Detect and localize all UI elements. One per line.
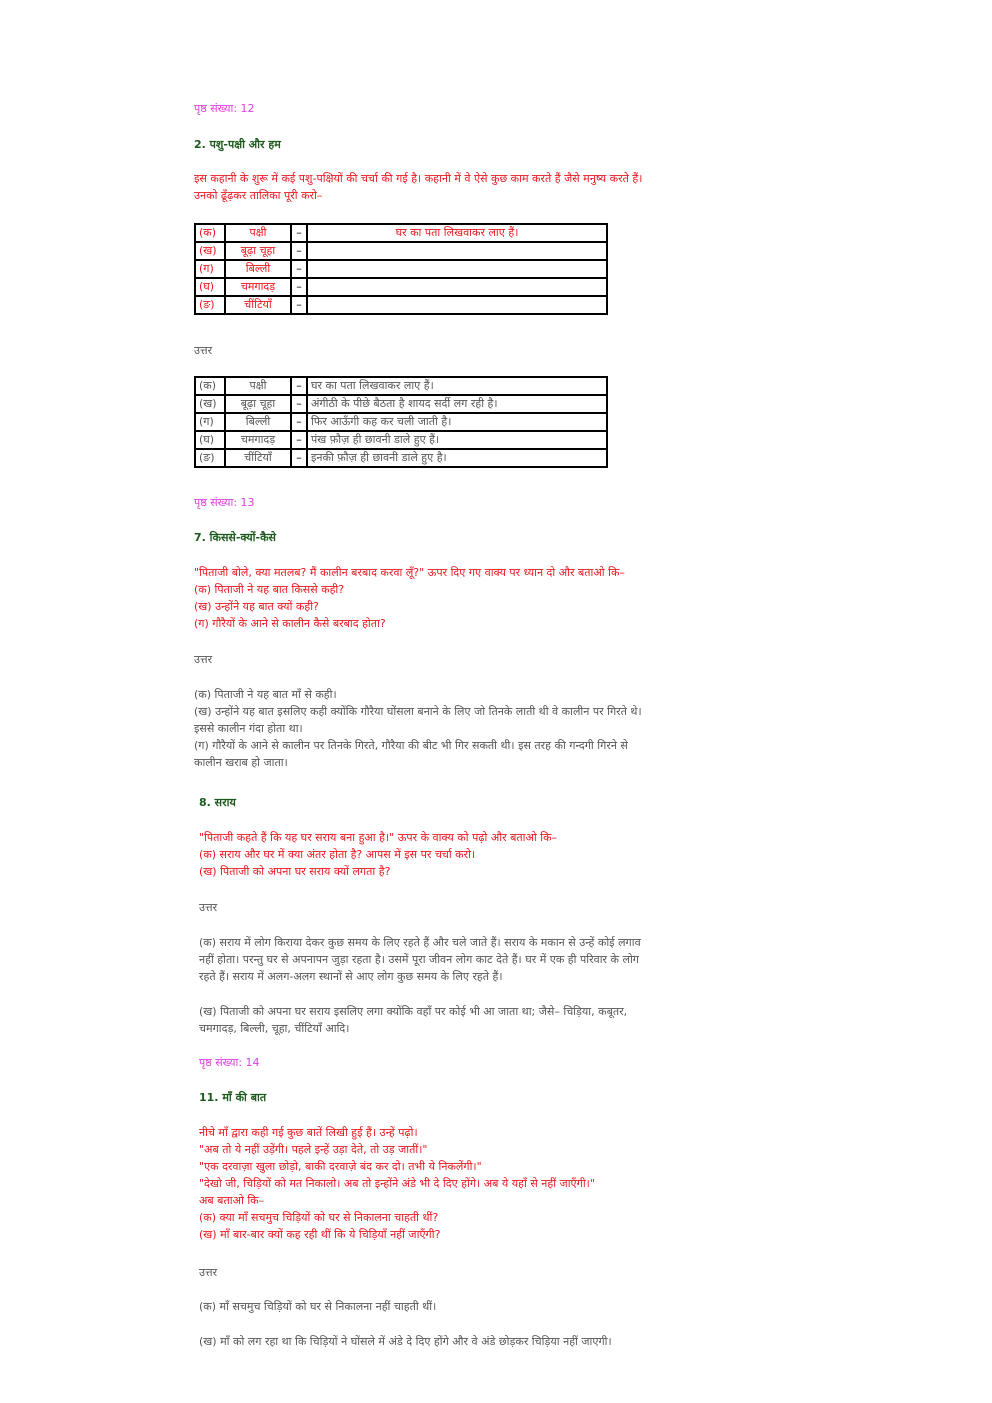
row-dash: – xyxy=(291,431,307,449)
row-dash: – xyxy=(291,260,307,278)
row-name: पक्षी xyxy=(225,377,291,395)
table-row xyxy=(195,449,607,467)
question-7-text xyxy=(194,564,625,632)
row-dash: – xyxy=(291,224,307,242)
row-text: पंख फ़ौज़ ही छावनी डाले हुए हैं। xyxy=(307,431,607,449)
question-line: "देखो जी, चिड़ियों को मत निकालो। अब तो इन्होंने अंडे भी दे दिए होंगे। अब ये यहाँ से नहीं जाएँगी।" xyxy=(199,1177,595,1190)
row-label: (ग) xyxy=(195,413,225,431)
row-dash: – xyxy=(291,296,307,314)
question-2-text xyxy=(194,170,642,204)
question-8-title: 8. सराय xyxy=(199,796,236,809)
table-row xyxy=(195,260,607,278)
answer-line: (ख) पिताजी को अपना घर सराय इसलिए लगा क्योंकि वहाँ पर कोई भी आ जाता था; जैसे– चिड़िया, कबूतर, xyxy=(199,1005,628,1018)
question-line: (ख) उन्होंने यह बात क्यों कही? xyxy=(194,600,319,613)
row-text: घर का पता लिखवाकर लाए हैं। xyxy=(307,224,607,242)
answer-label: उत्तर xyxy=(194,344,213,357)
row-text xyxy=(307,296,607,314)
row-dash: – xyxy=(291,242,307,260)
question-11-text xyxy=(199,1124,595,1243)
question-7-title: 7. किससे-क्यों-कैसे xyxy=(194,531,276,544)
row-name: बूढ़ा चूहा xyxy=(225,242,291,260)
answer-line: (क) पिताजी ने यह बात माँ से कही। xyxy=(194,688,337,701)
table-row xyxy=(195,395,607,413)
row-text: इनकी फ़ौज़ ही छावनी डाले हुए है। xyxy=(307,449,607,467)
row-name: चमगादड़ xyxy=(225,278,291,296)
question-line: नीचे माँ द्वारा कही गई कुछ बातें लिखी हुई हैं। उन्हें पढ़ो। xyxy=(199,1126,418,1139)
row-label: (ख) xyxy=(195,395,225,413)
question-line: (ग) गौरैयों के आने से कालीन कैसे बरबाद होता? xyxy=(194,617,386,630)
table-row xyxy=(195,242,607,260)
row-label: (ग) xyxy=(195,260,225,278)
question-2-table xyxy=(194,223,608,315)
answer-11-b: (ख) माँ को लग रहा था कि चिड़ियों ने घोंसले में अंडे दे दिए होंगे और वे अंडे छोड़कर चिड़िया नहीं जाएगी। xyxy=(199,1335,612,1348)
row-dash: – xyxy=(291,377,307,395)
row-name: बूढ़ा चूहा xyxy=(225,395,291,413)
row-label: (ङ) xyxy=(195,449,225,467)
row-name: बिल्ली xyxy=(225,260,291,278)
row-label: (ख) xyxy=(195,242,225,260)
table-row xyxy=(195,431,607,449)
question-11-title: 11. माँ की बात xyxy=(199,1091,267,1104)
question-line: (क) पिताजी ने यह बात किससे कही? xyxy=(194,583,345,596)
row-dash: – xyxy=(291,278,307,296)
question-line: उनको ढूँढ़कर तालिका पूरी करो– xyxy=(194,189,323,202)
question-line: "अब तो ये नहीं उड़ेंगी। पहले इन्हें उड़ा देते, तो उड़ जातीं।" xyxy=(199,1143,428,1156)
row-text: अंगीठी के पीछे बैठता है शायद सर्दी लग रही है। xyxy=(307,395,607,413)
question-line: (क) क्या माँ सचमुच चिड़ियों को घर से निकालना चाहती थीं? xyxy=(199,1211,439,1224)
question-8-text xyxy=(199,829,557,880)
row-text xyxy=(307,242,607,260)
answer-line: चमगादड़, बिल्ली, चूहा, चींटियाँ आदि। xyxy=(199,1022,350,1035)
row-text xyxy=(307,278,607,296)
question-line: इस कहानी के शुरू में कई पशु-पक्षियों की चर्चा की गई है। कहानी में वे ऐसे कुछ काम करते हैं जैसे मनुष्य करते हैं। xyxy=(194,172,643,185)
question-line: "एक दरवाज़ा खुला छोड़ो, बाकी दरवाज़े बंद कर दो। तभी ये निकलेंगी।" xyxy=(199,1160,482,1173)
page-number-13: पृष्ठ संख्या: 13 xyxy=(194,496,255,509)
table-row xyxy=(195,413,607,431)
answer-label: उत्तर xyxy=(194,653,213,666)
answer-line: नहीं होता। परन्तु घर से अपनापन जुड़ा रहता है। उसमें पूरा जीवन लोग काट देते हैं। घर में एक ही परिवार के लोग xyxy=(199,953,639,966)
row-label: (ङ) xyxy=(195,296,225,314)
row-name: चींटियाँ xyxy=(225,449,291,467)
answer-line: (ख) उन्होंने यह बात इसलिए कही क्योंकि गौरैया घोंसला बनाने के लिए जो तिनके लाती थी वे कालीन पर गिरते थे। xyxy=(194,705,642,718)
row-dash: – xyxy=(291,449,307,467)
row-name: चींटियाँ xyxy=(225,296,291,314)
row-label: (घ) xyxy=(195,431,225,449)
question-line: (क) सराय और घर में क्या अंतर होता है? आपस में इस पर चर्चा करो। xyxy=(199,848,476,861)
row-dash: – xyxy=(291,413,307,431)
row-label: (क) xyxy=(195,377,225,395)
answer-8-part-b xyxy=(199,1003,627,1037)
table-row xyxy=(195,278,607,296)
answer-line: (क) सराय में लोग किराया देकर कुछ समय के लिए रहते हैं और चले जाते हैं। सराय के मकान से उन्हें कोई लगाव xyxy=(199,936,641,949)
row-dash: – xyxy=(291,395,307,413)
answer-7-text xyxy=(194,686,642,771)
page-number-12: पृष्ठ संख्या: 12 xyxy=(194,102,255,115)
answer-line: रहते हैं। सराय में अलग-अलग स्थानों से आए लोग कुछ समय के लिए रहते हैं। xyxy=(199,970,503,983)
row-name: पक्षी xyxy=(225,224,291,242)
answer-line: इससे कालीन गंदा होता था। xyxy=(194,722,303,735)
row-name: चमगादड़ xyxy=(225,431,291,449)
question-2-title: 2. पशु-पक्षी और हम xyxy=(194,138,281,151)
row-text: फिर आऊँगी कह कर चली जाती है। xyxy=(307,413,607,431)
answer-line: (ग) गौरैयों के आने से कालीन पर तिनके गिरते, गौरैया की बीट भी गिर सकती थी। इस तरह की गन्दगी गिरने से xyxy=(194,739,628,752)
row-label: (क) xyxy=(195,224,225,242)
question-line: (ख) माँ बार-बार क्यों कह रही थीं कि ये चिड़ियाँ नहीं जाएँगी? xyxy=(199,1228,441,1241)
row-name: बिल्ली xyxy=(225,413,291,431)
answer-label: उत्तर xyxy=(199,1266,218,1279)
row-text xyxy=(307,260,607,278)
answer-2-table xyxy=(194,376,608,468)
answer-11-a: (क) माँ सचमुच चिड़ियों को घर से निकालना नहीं चाहती थीं। xyxy=(199,1300,437,1313)
table-row xyxy=(195,377,607,395)
question-line: (ख) पिताजी को अपना घर सराय क्यों लगता है? xyxy=(199,865,391,878)
answer-line: कालीन खराब हो जाता। xyxy=(194,756,288,769)
row-label: (घ) xyxy=(195,278,225,296)
answer-8-part-a xyxy=(199,934,641,985)
page-number-14: पृष्ठ संख्या: 14 xyxy=(199,1056,260,1069)
answer-label: उत्तर xyxy=(199,901,218,914)
question-line: अब बताओ कि– xyxy=(199,1194,265,1207)
question-line: "पिताजी बोले, क्या मतलब? मैं कालीन बरबाद करवा लूँ?" ऊपर दिए गए वाक्य पर ध्यान दो और बताओ कि– xyxy=(194,566,625,579)
table-row xyxy=(195,296,607,314)
question-line: "पिताजी कहते हैं कि यह घर सराय बना हुआ है।" ऊपर के वाक्य को पढ़ो और बताओ कि– xyxy=(199,831,558,844)
table-row xyxy=(195,224,607,242)
row-text: घर का पता लिखवाकर लाए हैं। xyxy=(307,377,607,395)
